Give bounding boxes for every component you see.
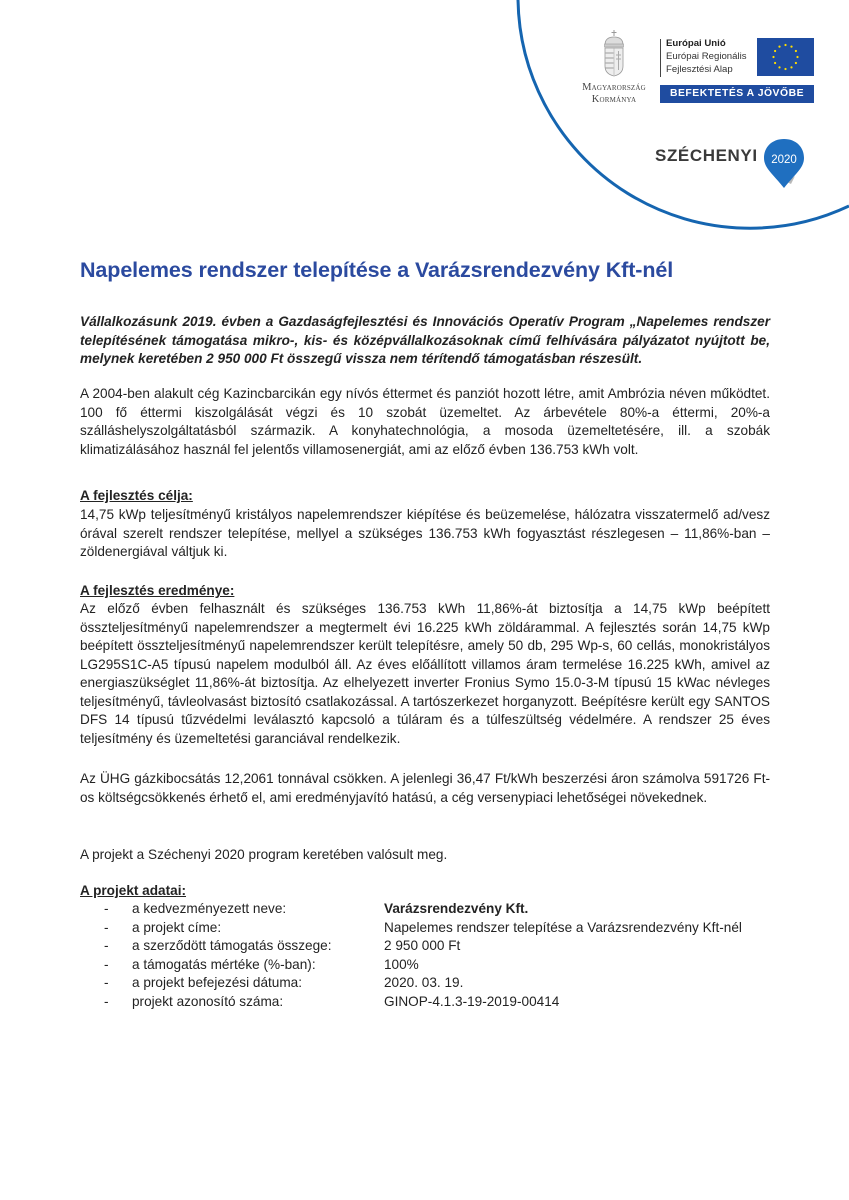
list-dash: - — [104, 919, 109, 935]
list-dash: - — [104, 993, 109, 1009]
fact-value: GINOP-4.1.3-19-2019-00414 — [384, 993, 560, 1009]
fact-row-grant-rate — [80, 956, 780, 975]
eu-logo-line1: Európai Unió — [666, 38, 726, 49]
fact-label: a projekt címe: — [132, 919, 222, 935]
fact-row-completion-date — [80, 974, 780, 993]
project-data-heading: A projekt adatai: — [80, 883, 187, 898]
fact-row-grant-amount — [80, 937, 780, 956]
fact-value: 2 950 000 Ft — [384, 938, 461, 953]
eu-flag-icon — [757, 38, 814, 76]
szechenyi-year: 2020 — [771, 154, 797, 166]
fact-row-project-title — [80, 919, 780, 938]
program-paragraph: A projekt a Széchenyi 2020 program keretében valósult meg. — [80, 847, 448, 862]
page-title: Napelemes rendszer telepítése a Varázsrendezvény Kft-nél — [80, 258, 674, 282]
eu-logo-line2: Európai Regionális — [666, 51, 747, 62]
emission-paragraph: Az ÜHG gázkibocsátás 12,2061 tonnával csökken. A jelenlegi 36,47 Ft/kWh beszerzési áron számolva 591726 Ft-os költségcsökkenés érhető el, ami eredményjavító hatású, a cég versenypiaci lehetőségei növekednek. — [80, 771, 770, 805]
eu-logo-line3: Fejlesztési Alap — [666, 64, 733, 75]
fact-value: Varázsrendezvény Kft. — [384, 901, 529, 916]
fact-row-beneficiary — [80, 900, 780, 919]
list-dash: - — [104, 938, 109, 953]
fact-label: a kedvezményezett neve: — [132, 901, 287, 916]
fact-label: projekt azonosító száma: — [132, 993, 284, 1009]
fact-row-project-id — [80, 993, 780, 1012]
background-paragraph: A 2004-ben alakult cég Kazincbarcikán egy nívós éttermet és panziót hozott létre, amit Ambrózia néven működtet. 100 fő éttermi kiszolgálását végzi és 10 szobát üzemeltet. Az árbevétele 80%-a éttermi, 20%-a szálláshelyszolgáltatásból származik. A konyhatechnológia, a mosoda üzemeltetésére, ill. a szobák klimatizálásához használ fel jelentős villamosenergiát, ami az előző évben 136.753 kWh volt. — [80, 386, 770, 457]
szechenyi-text: SZÉCHENYI — [655, 146, 758, 165]
fact-value: 2020. 03. 19. — [384, 975, 464, 990]
fact-value: 100% — [384, 956, 419, 972]
intro-paragraph: Vállalkozásunk 2019. évben a Gazdaságfejlesztési és Innovációs Operatív Program „Napelemes rendszer telepítésének támogatása mikro-, kis- és középvállalkozásoknak című felhívására pályázatot nyújtott be, melynek keretében 2 950 000 Ft összegű vissza nem térítendő támogatásban részesült. — [80, 314, 770, 366]
list-dash: - — [104, 956, 109, 972]
result-heading: A fejlesztés eredménye: — [80, 583, 235, 598]
hungarian-government-logo — [572, 28, 656, 106]
goal-heading: A fejlesztés célja: — [80, 488, 193, 503]
goal-paragraph: 14,75 kWp teljesítményű kristályos napelemrendszer kiépítése és beüzemelése, hálózatra visszatermelő ad/vesz órával szerelt rendszer telepítése, mellyel a szükséges 136.753 kWh fogyasztást részlegesen – 11,86%-ban – zöldenergiával váltjuk ki. — [80, 507, 770, 559]
hungarian-coat-of-arms-icon — [601, 28, 627, 80]
list-dash: - — [104, 975, 109, 990]
government-logo-line1: Magyarország — [582, 82, 646, 93]
fact-label: a támogatás mértéke (%-ban): — [132, 956, 316, 972]
government-logo-line2: Kormánya — [591, 94, 637, 105]
list-dash: - — [104, 901, 109, 916]
result-paragraph: Az előző évben felhasznált és szükséges 136.753 kWh 11,86%-át biztosítja a 14,75 kWp beépített összteljesítményű napelemrendszer a megtermelt évi 16.225 kWh zöldárammal. A fejlesztés során 14,75 kWp beépített összteljesítményű napelemrendszer került telepítésre, amely 50 db, 295 Wp-s, 60 cellás, monokristályos LG295S1C-A5 típusú napelem modulból áll. Az éves előállított villamos áram termelése 16.225 kWh, amivel az energiaszükséglet 11,86%-át biztosítja. Az elhelyezett inverter Fronius Symo 15.0-3-M típusú 15 kWac névleges teljesítményű, távleolvasást biztosító csatlakozással. A tartószerkezet horganyzott. Beépítésre került egy SANTOS DFS 14 típusú tűzvédelmi leválasztó kapcsoló a túláram és a túlfeszültség védelmére. A rendszer 25 éves teljesítmény és üzemeltetési garanciával rendelkezik. — [80, 601, 770, 746]
eu-logo-divider — [660, 39, 661, 77]
project-facts-list — [80, 900, 780, 1011]
fact-label: a szerződött támogatás összege: — [132, 938, 332, 953]
map-pin-icon — [761, 138, 807, 190]
eu-banner: BEFEKTETÉS A JÖVŐBE — [660, 85, 814, 103]
fact-value: Napelemes rendszer telepítése a Varázsrendezvény Kft-nél — [384, 919, 742, 935]
fact-label: a projekt befejezési dátuma: — [132, 975, 303, 990]
